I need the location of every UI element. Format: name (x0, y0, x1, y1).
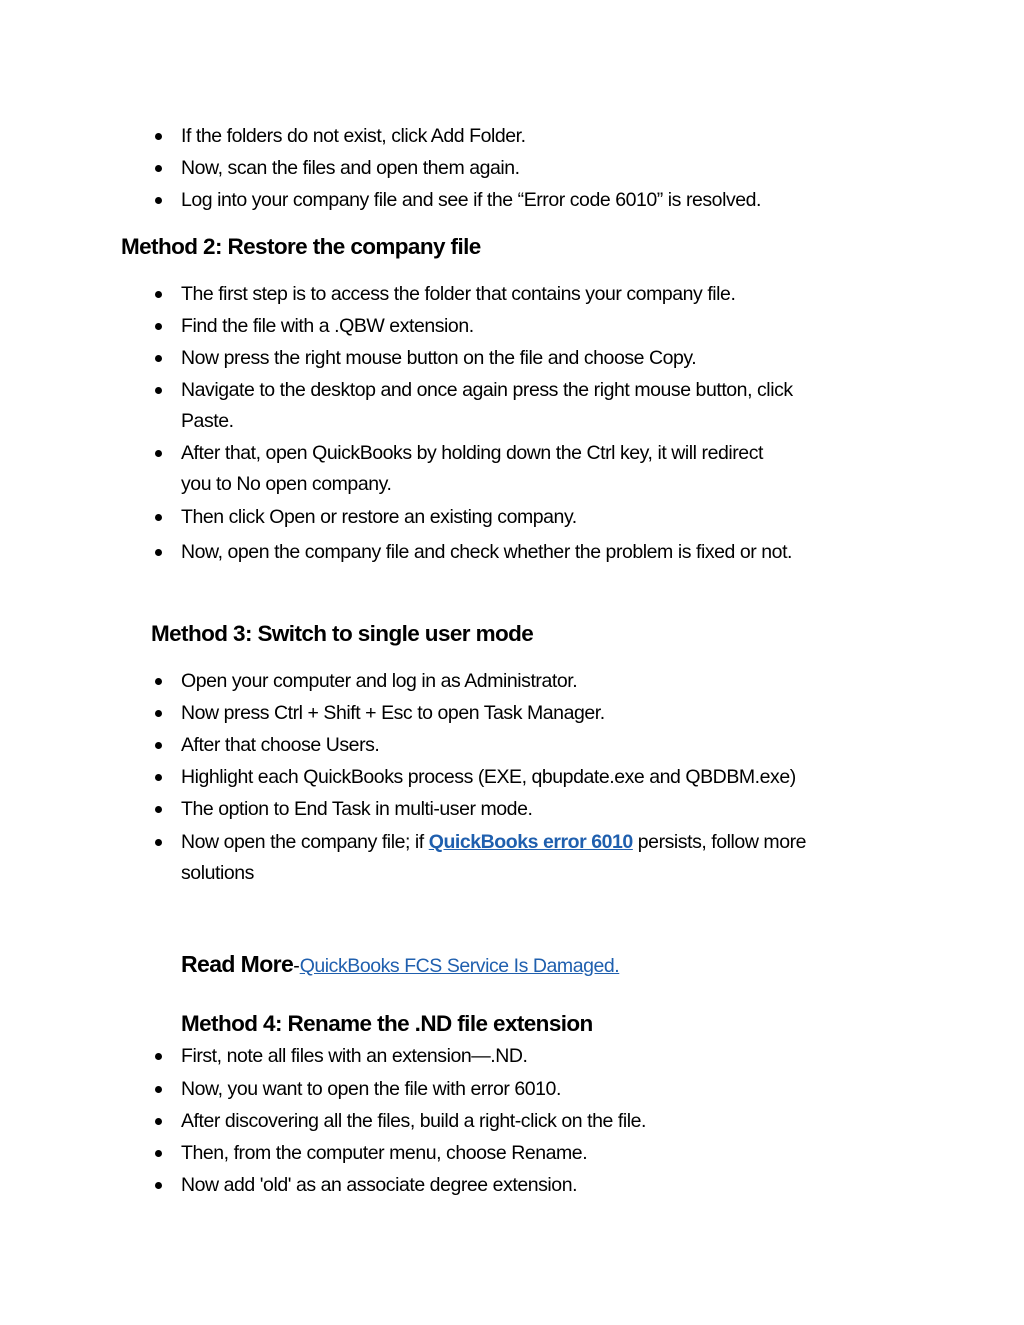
bullet-icon (155, 1182, 162, 1189)
list-item: Now, you want to open the file with error 6010. (181, 1078, 561, 1100)
bullet-icon (155, 839, 162, 846)
list-item: The first step is to access the folder that contains your company file. (181, 283, 736, 305)
list-item-continuation: solutions (181, 862, 254, 884)
list-item: Navigate to the desktop and once again press the right mouse button, click (181, 379, 793, 401)
bullet-icon (155, 165, 162, 172)
list-item: After that, open QuickBooks by holding down the Ctrl key, it will redirect (181, 442, 763, 464)
read-more-link[interactable]: QuickBooks FCS Service Is Damaged. (299, 955, 620, 977)
quickbooks-error-6010-link[interactable]: QuickBooks error 6010 (428, 831, 633, 853)
method-2-heading: Method 2: Restore the company file (121, 234, 481, 259)
read-more-separator: - (293, 955, 300, 977)
list-item: Then, from the computer menu, choose Rename. (181, 1142, 588, 1164)
bullet-icon (155, 1150, 162, 1157)
list-item-suffix: persists, follow more (632, 831, 807, 853)
list-item: Log into your company file and see if the “Error code 6010” is resolved. (181, 189, 762, 211)
read-more-label: Read More (181, 951, 294, 977)
method-4-heading: Method 4: Rename the .ND file extension (181, 1011, 593, 1036)
list-item: Now press the right mouse button on the file and choose Copy. (181, 347, 697, 369)
list-item (181, 833, 806, 853)
list-item-continuation: Paste. (181, 410, 234, 432)
bullet-icon (155, 323, 162, 330)
bullet-icon (155, 1053, 162, 1060)
bullet-icon (155, 355, 162, 362)
bullet-icon (155, 450, 162, 457)
list-item: Now add 'old' as an associate degree extension. (181, 1174, 578, 1196)
read-more (181, 953, 619, 977)
list-item-prefix: Now open the company file; if (181, 831, 429, 853)
bullet-icon (155, 1118, 162, 1125)
list-item: The option to End Task in multi-user mode. (181, 798, 533, 820)
bullet-icon (155, 291, 162, 298)
bullet-icon (155, 514, 162, 521)
bullet-icon (155, 678, 162, 685)
list-item: If the folders do not exist, click Add Folder. (181, 125, 526, 147)
bullet-icon (155, 742, 162, 749)
bullet-icon (155, 197, 162, 204)
list-item: Then click Open or restore an existing company. (181, 506, 577, 528)
list-item: Highlight each QuickBooks process (EXE, qbupdate.exe and QBDBM.exe) (181, 766, 796, 788)
list-item: First, note all files with an extension—.ND. (181, 1045, 528, 1067)
list-item: After discovering all the files, build a right-click on the file. (181, 1110, 646, 1132)
method-3-heading: Method 3: Switch to single user mode (151, 621, 534, 646)
bullet-icon (155, 806, 162, 813)
list-item: Now, scan the files and open them again. (181, 157, 520, 179)
bullet-icon (155, 774, 162, 781)
list-item: Now press Ctrl + Shift + Esc to open Task Manager. (181, 702, 605, 724)
list-item: Find the file with a .QBW extension. (181, 315, 474, 337)
bullet-icon (155, 133, 162, 140)
list-item: Now, open the company file and check whether the problem is fixed or not. (181, 541, 793, 563)
bullet-icon (155, 387, 162, 394)
list-item: After that choose Users. (181, 734, 380, 756)
list-item: Open your computer and log in as Administrator. (181, 670, 578, 692)
list-item-continuation: you to No open company. (181, 473, 392, 495)
bullet-icon (155, 549, 162, 556)
bullet-icon (155, 1086, 162, 1093)
bullet-icon (155, 710, 162, 717)
